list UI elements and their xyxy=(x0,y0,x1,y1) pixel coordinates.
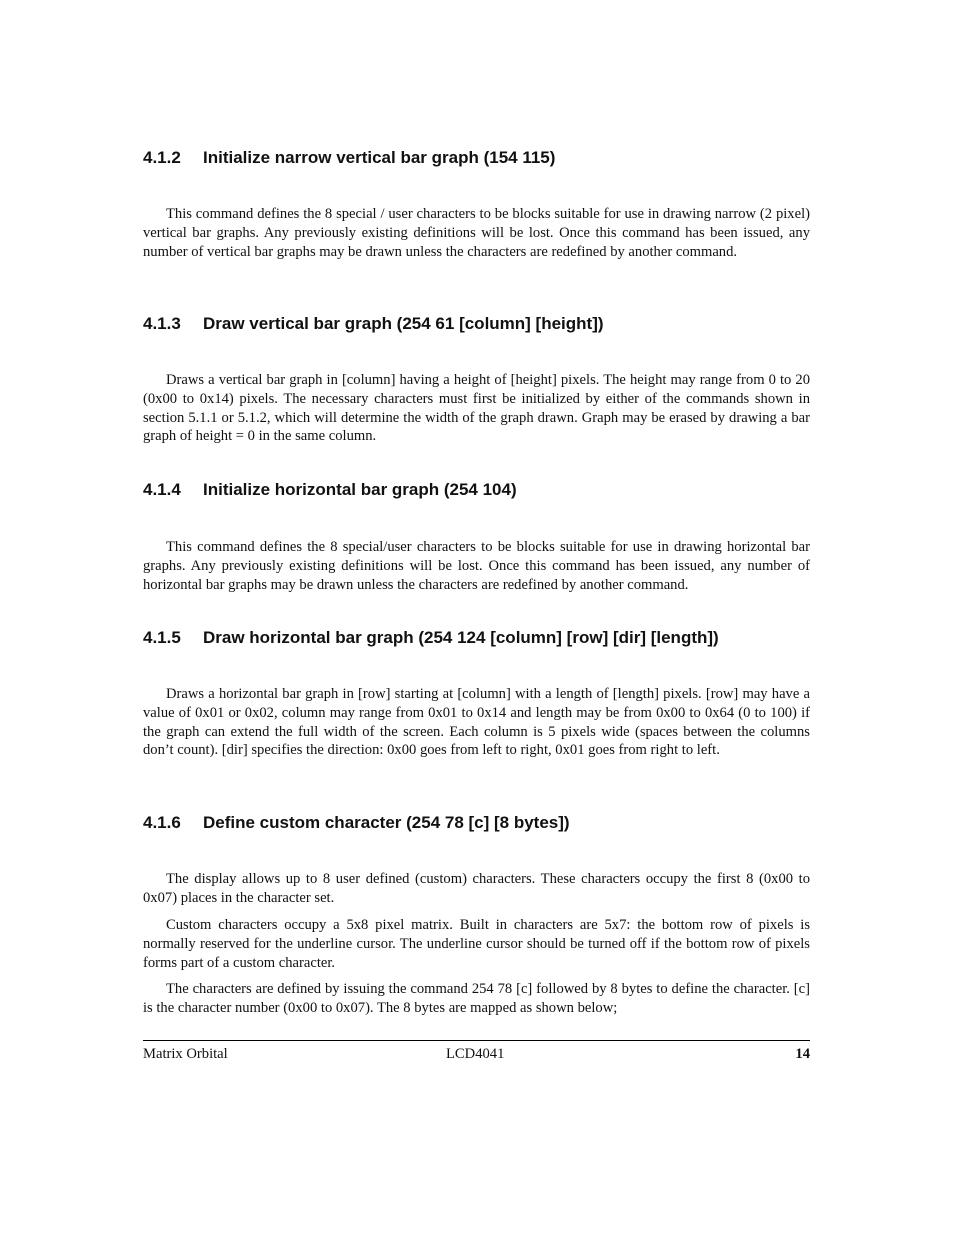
section-paragraph: The display allows up to 8 user defined (custom) characters. These characters occupy the first 8 (0x00 to 0x07) places in the character set. xyxy=(143,871,810,906)
section-paragraph: This command defines the 8 special / user characters to be blocks suitable for use in drawing narrow (2 pixel) vertical bar graphs. Any previously existing definitions will be lost. Once this command has been issued, any number of vertical bar graphs may be drawn unless the characters are redefined by another command. xyxy=(143,206,810,260)
section-title: Draw horizontal bar graph (254 124 [column] [row] [dir] [length]) xyxy=(203,628,719,647)
page-number: 14 xyxy=(795,1046,810,1062)
section-number: 4.1.6 xyxy=(143,813,181,832)
section-number: 4.1.2 xyxy=(143,148,181,167)
section-title: Initialize narrow vertical bar graph (154 115) xyxy=(203,148,556,167)
footer-company: Matrix Orbital xyxy=(143,1046,228,1062)
section-title: Draw vertical bar graph (254 61 [column] [height]) xyxy=(203,314,604,333)
section-heading-4-1-3 xyxy=(143,314,810,334)
section-paragraph: Draws a vertical bar graph in [column] having a height of [height] pixels. The height may range from 0 to 20 (0x00 to 0x14) pixels. The necessary characters must first be initialized by either of the commands shown in section 5.1.1 or 5.1.2, which will determine the width of the graph drawn. Graph may be erased by drawing a bar graph of height = 0 in the same column. xyxy=(143,372,810,445)
section-number: 4.1.4 xyxy=(143,480,181,499)
section-heading-4-1-5 xyxy=(143,628,810,648)
section-number: 4.1.3 xyxy=(143,314,181,333)
section-heading-4-1-6 xyxy=(143,813,810,833)
section-paragraph: Draws a horizontal bar graph in [row] starting at [column] with a length of [length] pixels. [row] may have a value of 0x01 or 0x02, column may range from 0x01 to 0x14 and length may be from 0x00 to 0x64 (0 to 100) if the graph can extend the full width of the screen. Each column is 5 pixels wide (spaces between the columns don’t count). [dir] specifies the direction: 0x00 goes from left to right, 0x01 goes from right to left. xyxy=(143,686,810,759)
section-paragraph: This command defines the 8 special/user characters to be blocks suitable for use in drawing horizontal bar graphs. Any previously existing definitions will be lost. Once this command has been issued, any number of horizontal bar graphs may be drawn unless the characters are redefined by another command. xyxy=(143,539,810,593)
footer-product: LCD4041 xyxy=(446,1046,505,1062)
footer-divider xyxy=(143,1040,810,1041)
section-title: Initialize horizontal bar graph (254 104) xyxy=(203,480,517,499)
section-title: Define custom character (254 78 [c] [8 bytes]) xyxy=(203,813,570,832)
section-number: 4.1.5 xyxy=(143,628,181,647)
section-paragraph: Custom characters occupy a 5x8 pixel matrix. Built in characters are 5x7: the bottom row of pixels is normally reserved for the underline cursor. The underline cursor should be turned off if the bottom row of pixels forms part of a custom character. xyxy=(143,917,810,971)
section-heading-4-1-2 xyxy=(143,148,810,168)
section-heading-4-1-4 xyxy=(143,480,810,500)
section-paragraph: The characters are defined by issuing the command 254 78 [c] followed by 8 bytes to define the character. [c] is the character number (0x00 to 0x07). The 8 bytes are mapped as shown below; xyxy=(143,981,810,1016)
